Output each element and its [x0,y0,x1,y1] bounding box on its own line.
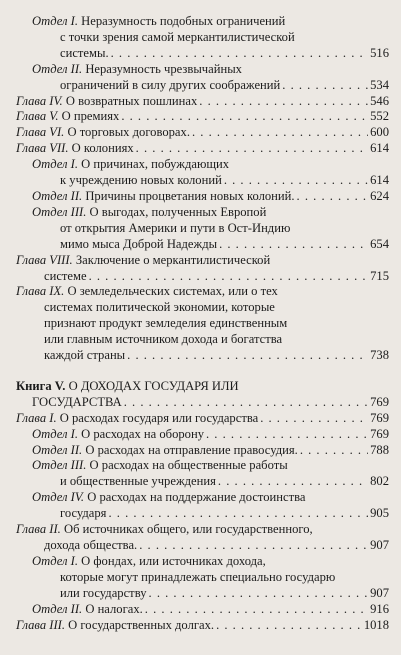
entry-text-line [60,506,106,522]
entry-text-line [16,411,258,427]
entry-label: Отдел II. [32,442,83,457]
entry-text-line [16,141,134,157]
entry-title: или государству [60,585,147,600]
dot-leader [149,586,369,602]
page-number: 769 [370,426,389,441]
toc-section-entry[interactable] [16,427,389,443]
entry-text-line [32,602,143,618]
entry-title: О расходах государя или государства [59,410,259,425]
entry-text-line [32,62,242,76]
entry-text-line [32,427,204,443]
entry-text-line [44,316,287,330]
entry-text-line [32,157,229,171]
dot-leader [219,237,368,253]
entry-title: с точки зрения самой меркантилистической [60,29,295,44]
page-number: 600 [370,125,389,140]
toc-section-entry[interactable] [16,205,389,253]
entry-label: Глава V. [16,109,59,124]
toc-book-entry[interactable] [16,379,389,411]
dot-leader [224,173,368,189]
dot-leader [192,125,368,141]
entry-title: системы. [60,45,109,60]
entry-label: Глава VII. [16,141,69,156]
dot-leader [297,189,369,205]
entry-label: Отдел IV. [32,490,85,505]
entry-title: которые могут принадлежать специально государю [60,569,336,584]
section-gap [16,364,389,379]
entry-title: О выгодах, полученных Европой [89,204,267,219]
entry-title: ограничений в силу других соображений [60,77,281,92]
page-number: 546 [370,93,389,108]
page-number: 769 [370,410,389,425]
entry-title: О торговых договорах. [67,125,190,140]
dot-leader [218,474,368,490]
page-number: 907 [370,538,389,552]
entry-text-line [32,443,298,459]
entry-label: Отдел I. [32,157,78,172]
entry-title: О государственных долгах. [68,617,215,632]
table-of-contents [16,14,389,633]
entry-label: Отдел III. [32,204,87,219]
toc-section-entry[interactable] [16,14,389,62]
toc-chapter-entry[interactable] [16,125,389,141]
entry-label: Отдел II. [32,601,83,616]
page-number: 905 [370,506,389,521]
toc-section-entry[interactable] [16,189,389,205]
entry-title: О расходах на оборону [81,426,204,441]
dot-leader [199,94,368,110]
dot-leader [127,348,368,364]
entry-text-line [44,538,137,554]
entry-title: признают продукт земледелия единственным [44,316,288,331]
entry-text-line [16,109,119,125]
entry-title: О причинах, побуждающих [81,157,230,172]
page-number: 802 [370,474,389,489]
entry-text-line [60,30,295,44]
page-number: 715 [370,268,389,283]
entry-title: О расходах на отправление правосудия. [85,442,298,457]
entry-text-line [16,522,313,536]
entry-title: О расходах на общественные работы [89,458,288,473]
entry-title: О ДОХОДАХ ГОСУДАРЯ ИЛИ [68,378,239,393]
entry-label: Отдел III. [32,458,87,473]
dot-leader [282,78,368,94]
entry-text-line [32,395,122,411]
entry-text-line [16,253,270,267]
entry-label: Глава IV. [16,93,63,108]
entry-title: О премиях [61,109,120,124]
entry-label: Отдел I. [32,14,78,28]
entry-title: Об источниках общего, или государственного, [63,522,313,537]
entry-text-line [60,78,280,94]
entry-text-line [60,221,290,235]
page-number: 614 [370,173,389,188]
entry-text-line [16,284,278,298]
entry-text-line [44,300,275,314]
entry-label: Глава I. [16,410,57,425]
page-number: 769 [370,394,389,409]
entry-text-line [16,618,214,634]
entry-title: каждой страны [44,348,126,363]
dot-leader [108,506,368,522]
entry-text-line [44,348,125,364]
entry-title: О налогах. [85,601,143,616]
entry-title: государя [60,506,107,521]
toc-chapter-entry[interactable] [16,94,389,110]
dot-leader [89,269,369,285]
dot-leader [124,395,368,411]
entry-title: Неразумность чрезвычайных [85,61,242,76]
dot-leader [111,46,369,62]
entry-title: Причины процветания новых колоний. [85,188,295,203]
entry-text-line [44,332,282,346]
toc-chapter-entry[interactable] [16,141,389,157]
entry-label: Глава III. [16,617,65,632]
entry-text-line [32,490,306,504]
entry-title: системах политической экономии, которые [44,300,275,315]
page-number: 624 [370,188,389,203]
page-number: 516 [370,45,389,60]
toc-section-entry[interactable] [16,62,389,94]
dot-leader [260,411,368,427]
entry-text-line [32,14,285,28]
entry-text-line [60,237,217,253]
toc-section-entry[interactable] [16,602,389,618]
entry-title: ГОСУДАРСТВА [32,394,122,409]
dot-leader [121,109,368,125]
entry-label: Глава IX. [16,284,65,299]
entry-title: системе [44,268,87,283]
dot-leader [206,427,368,443]
dot-leader [216,618,362,634]
toc-chapter-entry[interactable] [16,618,389,634]
entry-label: Глава II. [16,522,61,537]
entry-text-line [60,570,335,584]
entry-text-line [16,125,190,141]
entry-text-line [60,173,222,189]
toc-section-entry[interactable] [16,458,389,490]
dot-leader [300,443,368,459]
entry-text-line [32,205,266,219]
toc-chapter-entry[interactable] [16,522,389,554]
entry-title: или главным источником дохода и богатства [44,332,283,347]
entry-title: О фондах, или источниках дохода, [81,553,266,568]
entry-text-line [60,46,109,62]
entry-text-line [60,474,216,490]
page-number: 614 [370,141,389,156]
page-number: 654 [370,236,389,251]
entry-label: Отдел I. [32,426,78,441]
toc-section-entry[interactable] [16,157,389,189]
entry-text-line [32,458,288,472]
page-number: 916 [370,601,389,616]
entry-title: от открытия Америки и пути в Ост-Индию [60,220,291,235]
page-number: 907 [370,585,389,600]
entry-text-line [60,586,147,602]
entry-label: Глава VIII. [16,252,73,267]
entry-title: О расходах на поддержание достоинства [87,490,306,505]
entry-label: Глава VI. [16,125,65,140]
entry-label: Отдел II. [32,188,83,203]
entry-label: Отдел I. [32,553,78,568]
entry-title: Неразумность подобных ограничений [81,14,286,28]
entry-title: О возвратных пошлинах [65,93,198,108]
page-number: 788 [370,442,389,457]
dot-leader [139,538,368,554]
entry-text-line [32,189,295,205]
toc-section-entry[interactable] [16,443,389,459]
page-number: 534 [370,77,389,92]
page-number: 1018 [363,617,389,632]
entry-text-line [44,269,87,285]
entry-title: дохода общества. [44,538,138,552]
toc-chapter-entry[interactable] [16,253,389,285]
entry-title: О колониях [71,141,134,156]
entry-text-line [16,94,197,110]
toc-section-entry[interactable] [16,554,389,602]
page-number: 738 [370,348,389,363]
entry-label: Книга V. [16,378,66,393]
toc-chapter-entry[interactable] [16,109,389,125]
toc-chapter-entry[interactable] [16,284,389,364]
entry-title: к учреждению новых колоний [60,173,222,188]
dot-leader [145,602,368,618]
toc-chapter-entry[interactable] [16,411,389,427]
page-number: 552 [370,109,389,124]
toc-section-entry[interactable] [16,490,389,522]
entry-title: О земледельческих системах, или о тех [67,284,278,299]
entry-text-line [32,554,266,568]
entry-title: Заключение о меркантилистической [75,252,271,267]
entry-text-line [16,379,239,393]
entry-title: мимо мыса Доброй Надежды [60,236,218,251]
entry-label: Отдел II. [32,61,83,76]
dot-leader [136,141,368,157]
entry-title: и общественные учреждения [60,474,216,489]
